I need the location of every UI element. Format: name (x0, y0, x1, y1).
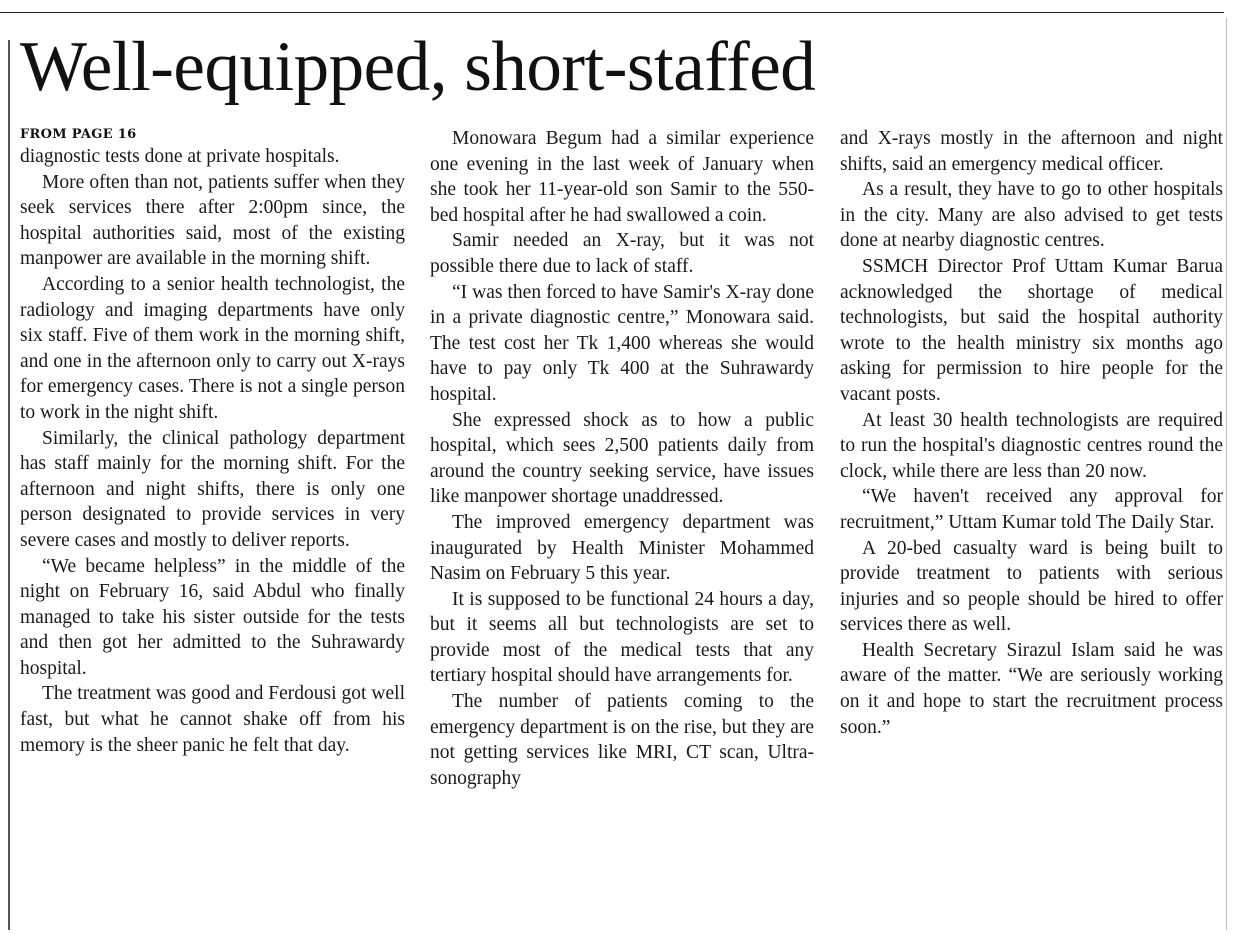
paragraph: diagnostic tests done at private hospitals. (20, 146, 340, 167)
paragraph: SSMCH Director Prof Uttam Kumar Barua acknowledged the shortage of medical technologists, but said the hospital authority wrote to the health ministry six months ago asking for permission to hire people for the vacant posts. (840, 255, 1223, 405)
paragraph: Monowara Begum had a similar experience one evening in the last week of January when she took her 11-year-old son Samir to the 550-bed hospital after he had swallowed a coin. (430, 128, 814, 226)
headline: Well-equipped, short-staffed (20, 28, 816, 106)
right-edge-rule (1226, 18, 1227, 930)
paragraph: “We haven't received any approval for recruitment,” Uttam Kumar told The Daily Star. (840, 486, 1223, 533)
paragraph: Similarly, the clinical pathology department has staff mainly for the morning shift. For the afternoon and night shifts, there is only one person designated to provide services in very severe cases and mostly to deliver reports. (20, 427, 405, 551)
continued-from-label: FROM PAGE 16 (20, 127, 137, 142)
paragraph: It is supposed to be functional 24 hours a day, but it seems all but technologists are set to provide most of the medical tests that any tertiary hospital should have arrangements for. (430, 588, 814, 687)
paragraph: She expressed shock as to how a public hospital, which sees 2,500 patients daily from around the country seeking service, have issues like manpower shortage unaddressed. (430, 409, 814, 508)
paragraph: A 20-bed casualty ward is being built to provide treatment to patients with serious injuries and so people should be hired to offer services there as well. (840, 537, 1223, 636)
paragraph: The improved emergency department was inaugurated by Health Minister Mohammed Nasim on February 5 this year. (430, 511, 814, 585)
paragraph: According to a senior health technologist, the radiology and imaging departments have only six staff. Five of them work in the morning shift, and one in the afternoon only to carry out X-rays for emergency cases. There is not a single person to work in the night shift. (20, 273, 405, 423)
paragraph: As a result, they have to go to other hospitals in the city. Many are also advised to get tests done at nearby diagnostic centres. (840, 179, 1223, 252)
article-column-2 (430, 126, 814, 791)
article-column-3 (840, 126, 1223, 740)
left-column-rule (8, 40, 10, 930)
paragraph: Samir needed an X-ray, but it was not possible there due to lack of staff. (430, 230, 814, 277)
article-column-1 (20, 126, 405, 758)
paragraph: and X-rays mostly in the afternoon and night shifts, said an emergency medical officer. (840, 128, 1223, 175)
paragraph: “We became helpless” in the middle of the night on February 16, said Abdul who finally managed to take his sister outside for the tests and then got her admitted to the Suhrawardy hospital. (20, 555, 405, 679)
paragraph: The number of patients coming to the emergency department is on the rise, but they are not getting services like MRI, CT scan, Ultra-sonography (430, 691, 814, 789)
top-rule (0, 12, 1224, 13)
paragraph: “I was then forced to have Samir's X-ray done in a private diagnostic centre,” Monowara said. The test cost her Tk 1,400 whereas she would have to pay only Tk 400 at the Suhrawardy hospital. (430, 281, 814, 405)
paragraph: At least 30 health technologists are required to run the hospital's diagnostic centres round the clock, while there are less than 20 now. (840, 409, 1223, 482)
paragraph: More often than not, patients suffer when they seek services there after 2:00pm since, the hospital authorities said, most of the existing manpower are available in the morning shift. (20, 171, 405, 270)
paragraph: Health Secretary Sirazul Islam said he was aware of the matter. “We are seriously working on it and hope to start the recruitment process soon.” (840, 639, 1223, 738)
paragraph: The treatment was good and Ferdousi got well fast, but what he cannot shake off from his memory is the sheer panic he felt that day. (20, 683, 405, 756)
